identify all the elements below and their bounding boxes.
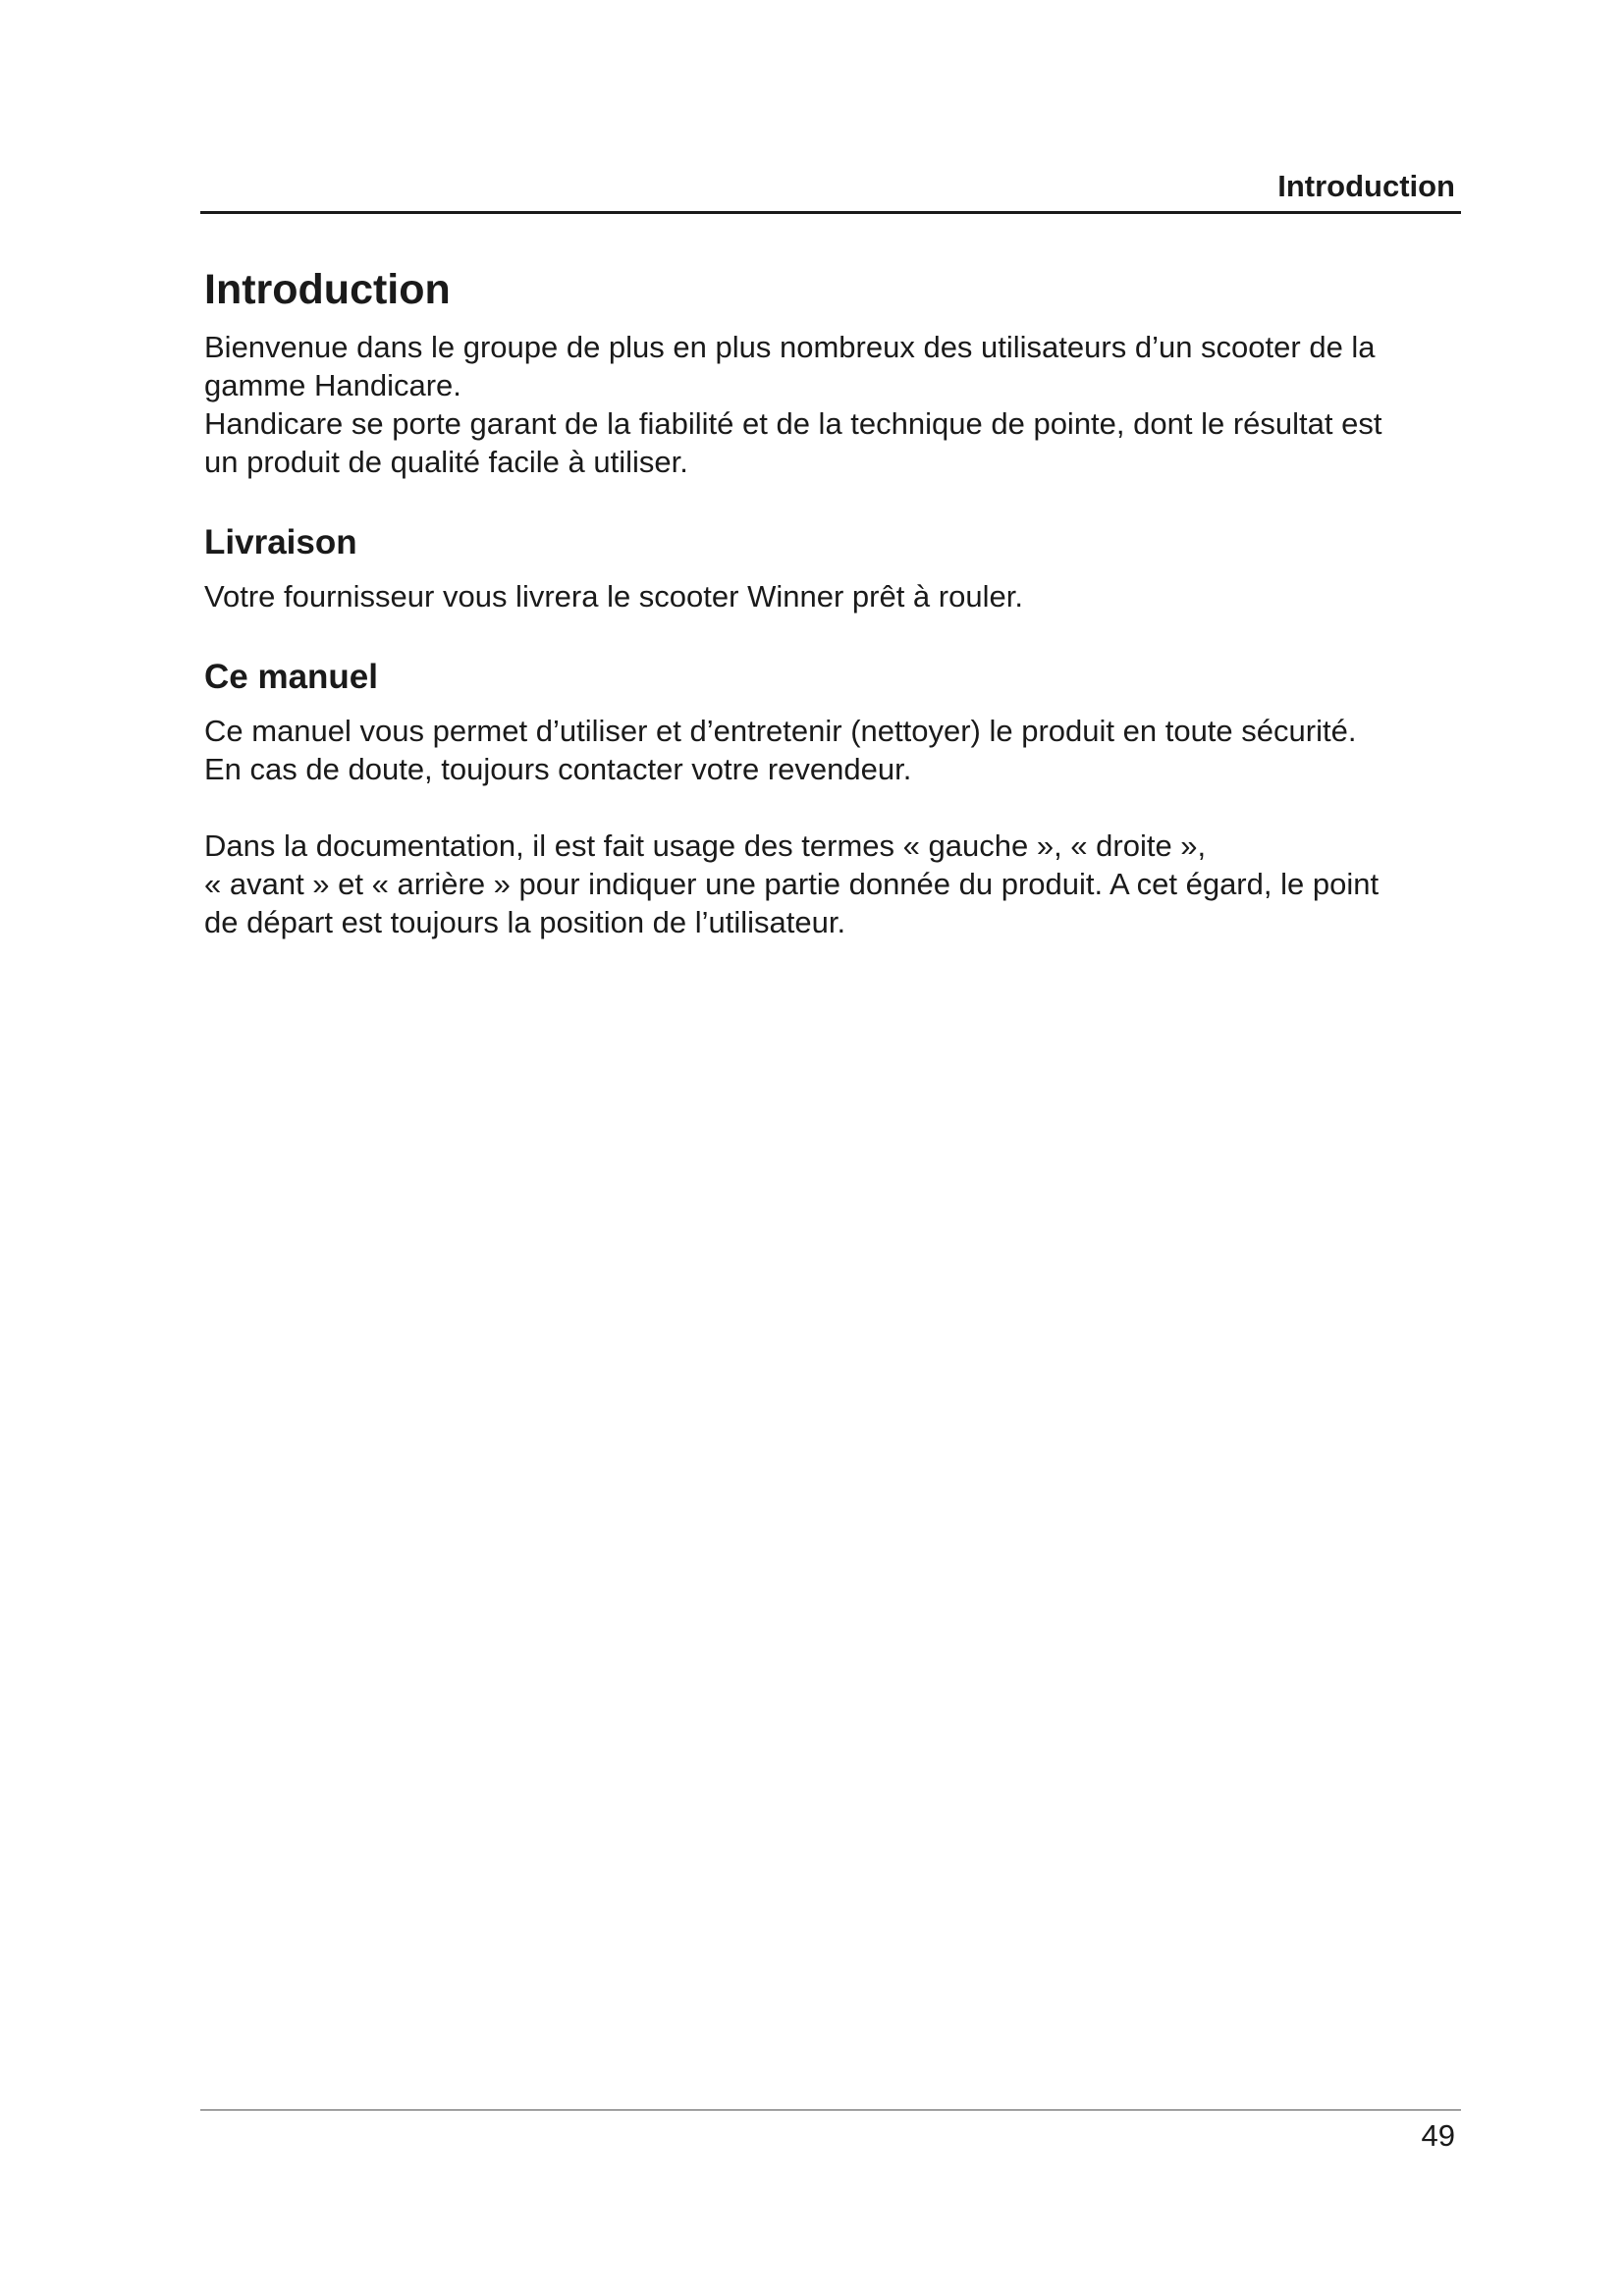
- page-number: 49: [1421, 2118, 1455, 2153]
- text-line: Bienvenue dans le groupe de plus en plus nombreux des utilisateurs d’un scooter de la: [204, 329, 1376, 364]
- header-divider: [200, 211, 1461, 214]
- intro-paragraph: [204, 328, 1471, 481]
- text-line: « avant » et « arrière » pour indiquer une partie donnée du produit. A cet égard, le point: [204, 866, 1380, 901]
- text-line: Votre fournisseur vous livrera le scooter Winner prêt à rouler.: [204, 578, 1023, 614]
- section-paragraph: [204, 712, 1471, 788]
- section-paragraph: [204, 577, 1471, 615]
- footer-divider: [200, 2109, 1461, 2110]
- section-paragraph: [204, 827, 1471, 941]
- text-line: un produit de qualité facile à utiliser.: [204, 444, 688, 479]
- section-ce-manuel: [204, 657, 1471, 941]
- page-title: Introduction: [204, 266, 451, 313]
- text-line: gamme Handicare.: [204, 367, 461, 402]
- page-content: [204, 265, 1471, 941]
- section-heading: Ce manuel: [204, 657, 378, 696]
- text-line: Ce manuel vous permet d’utiliser et d’entretenir (nettoyer) le produit en toute sécurité.: [204, 713, 1357, 748]
- text-line: Handicare se porte garant de la fiabilité et de la technique de pointe, dont le résultat est: [204, 405, 1382, 441]
- section-heading: Livraison: [204, 522, 357, 561]
- text-line: de départ est toujours la position de l’utilisateur.: [204, 904, 846, 939]
- section-livraison: [204, 522, 1471, 615]
- text-line: Dans la documentation, il est fait usage des termes « gauche », « droite »,: [204, 828, 1207, 863]
- running-header-title: Introduction: [1277, 169, 1455, 203]
- text-line: En cas de doute, toujours contacter votre revendeur.: [204, 751, 912, 786]
